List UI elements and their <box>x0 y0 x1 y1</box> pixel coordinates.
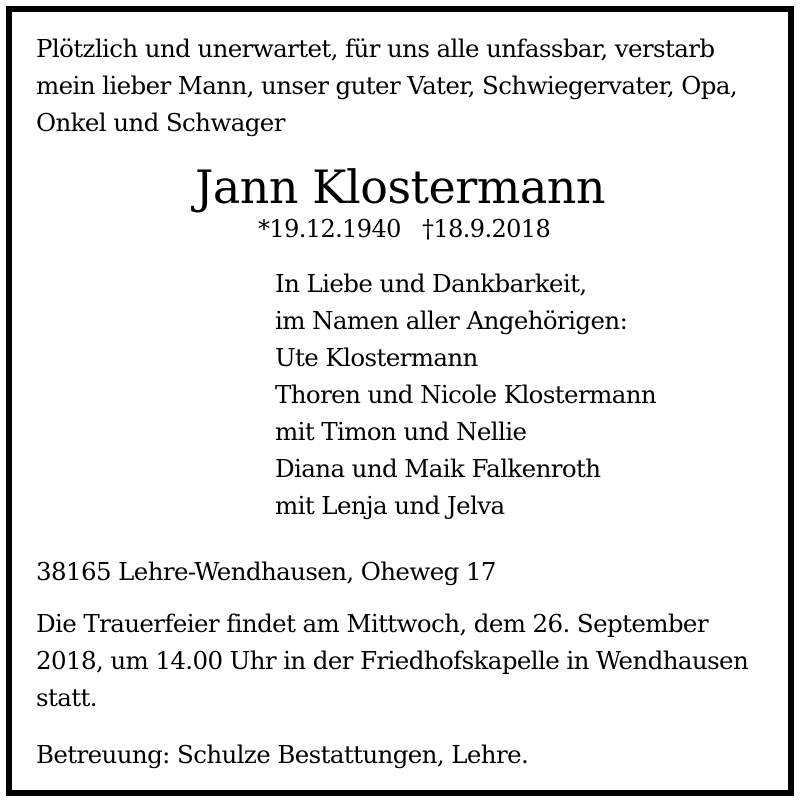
ceremony-line: 2018, um 14.00 Uhr in der Friedhofskapelle in Wendhausen <box>36 646 749 675</box>
mourner-line: In Liebe und Dankbarkeit, <box>275 269 587 298</box>
ceremony-line: Die Trauerfeier findet am Mittwoch, dem 26. September <box>36 609 708 638</box>
address: 38165 Lehre-Wendhausen, Oheweg 17 <box>36 557 496 586</box>
mourner-line: Diana und Maik Falkenroth <box>275 454 601 483</box>
intro-line: Plötzlich und unerwartet, für uns alle unfassbar, verstarb <box>36 34 715 63</box>
intro-text <box>36 30 737 141</box>
mourner-line: Thoren und Nicole Klostermann <box>275 380 657 409</box>
birth-date: *19.12.1940 <box>258 215 401 243</box>
funeral-home-credit: Betreuung: Schulze Bestattungen, Lehre. <box>36 740 529 769</box>
mourner-line: Ute Klostermann <box>275 343 478 372</box>
mourner-line: mit Timon und Nellie <box>275 417 527 446</box>
intro-line: mein lieber Mann, unser guter Vater, Schwiegervater, Opa, <box>36 71 738 100</box>
deceased-name: Jann Klostermann <box>194 160 606 214</box>
ceremony-line: statt. <box>36 683 97 712</box>
obituary-notice <box>6 6 794 796</box>
mourners-block <box>275 265 656 524</box>
mourner-line: im Namen aller Angehörigen: <box>275 306 628 335</box>
death-date: †18.9.2018 <box>422 215 551 243</box>
ceremony-info <box>36 605 748 716</box>
intro-line: Onkel und Schwager <box>36 108 285 137</box>
mourner-line: mit Lenja und Jelva <box>275 491 505 520</box>
life-dates <box>12 212 788 246</box>
